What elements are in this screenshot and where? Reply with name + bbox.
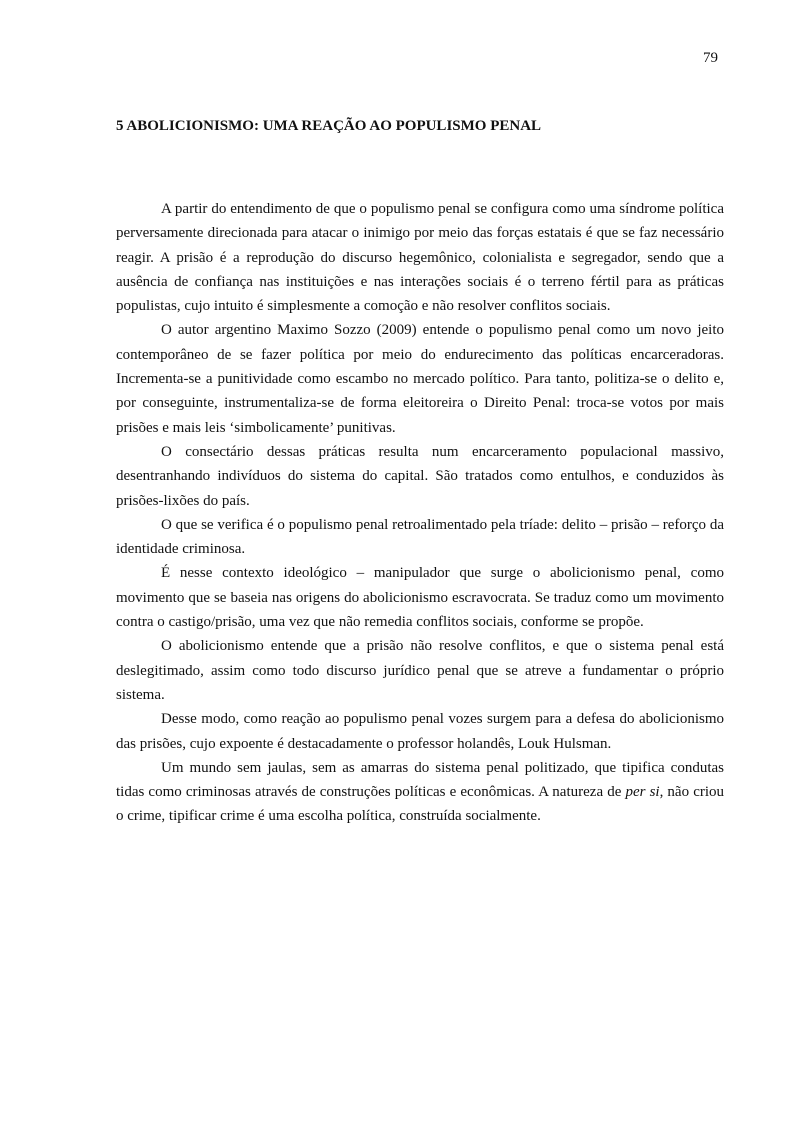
chapter-title: 5 ABOLICIONISMO: UMA REAÇÃO AO POPULISMO PENAL (116, 118, 542, 134)
paragraph: O abolicionismo entende que a prisão não resolve conflitos, e que o sistema penal está deslegitimado, assim como todo discurso jurídico penal que se atreve a fundamentar o próprio sistema. (116, 638, 724, 703)
paragraph: É nesse contexto ideológico – manipulador que surge o abolicionismo penal, como movimento que se baseia nas origens do abolicionismo escravocrata. Se traduz como um movimento contra o castigo/prisão, uma vez que não remedia conflitos sociais, conforme se propõe. (116, 565, 724, 631)
paragraph: Desse modo, como reação ao populismo penal vozes surgem para a defesa do abolicionismo das prisões, cujo expoente é destacadamente o professor holandês, Louk Hulsman. (116, 711, 724, 752)
italic-term: per si (625, 784, 660, 801)
body-text (116, 197, 724, 829)
page-number: 79 (703, 50, 718, 66)
paragraph-text: , não criou o crime, tipificar crime é uma escolha política, construída socialmente. (116, 784, 725, 825)
paragraph: O que se verifica é o populismo penal retroalimentado pela tríade: delito – prisão – reforço da identidade criminosa. (116, 516, 724, 558)
paragraph-text: Um mundo sem jaulas, sem as amarras do sistema penal politizado, que tipifica condutas tidas como criminosas através de construções políticas e econômicas. A natureza de (116, 759, 724, 801)
paragraph: A partir do entendimento de que o populismo penal se configura como uma síndrome política perversamente direcionada para atacar o inimigo por meio das forças estatais é que se faz necessário reagir. A prisão é a reprodução do discurso hegemônico, colonialista e segregador, sendo que a ausência de confiança nas instituições e nas interações sociais é o terreno fértil para as práticas populistas, cujo intuito é simplesmente a comoção e não resolver conflitos sociais. (116, 201, 724, 315)
paragraph: O autor argentino Maximo Sozzo (2009) entende o populismo penal como um novo jeito contemporâneo de se fazer política por meio do endurecimento das políticas encarceradoras. Incrementa-se a punitividade como escambo no mercado político. Para tanto, politiza-se o delito e, por conseguinte, instrumentaliza-se de forma eleitoreira o Direito Penal: troca-se votos por mais prisões e mais leis ‘simbolicamente’ punitivas. (116, 322, 724, 436)
paragraph: O consectário dessas práticas resulta num encarceramento populacional massivo, desentranhando indivíduos do sistema do capital. São tratados como entulhos, e conduzidos às prisões-lixões do país. (116, 443, 724, 509)
paragraph-last (116, 756, 724, 829)
